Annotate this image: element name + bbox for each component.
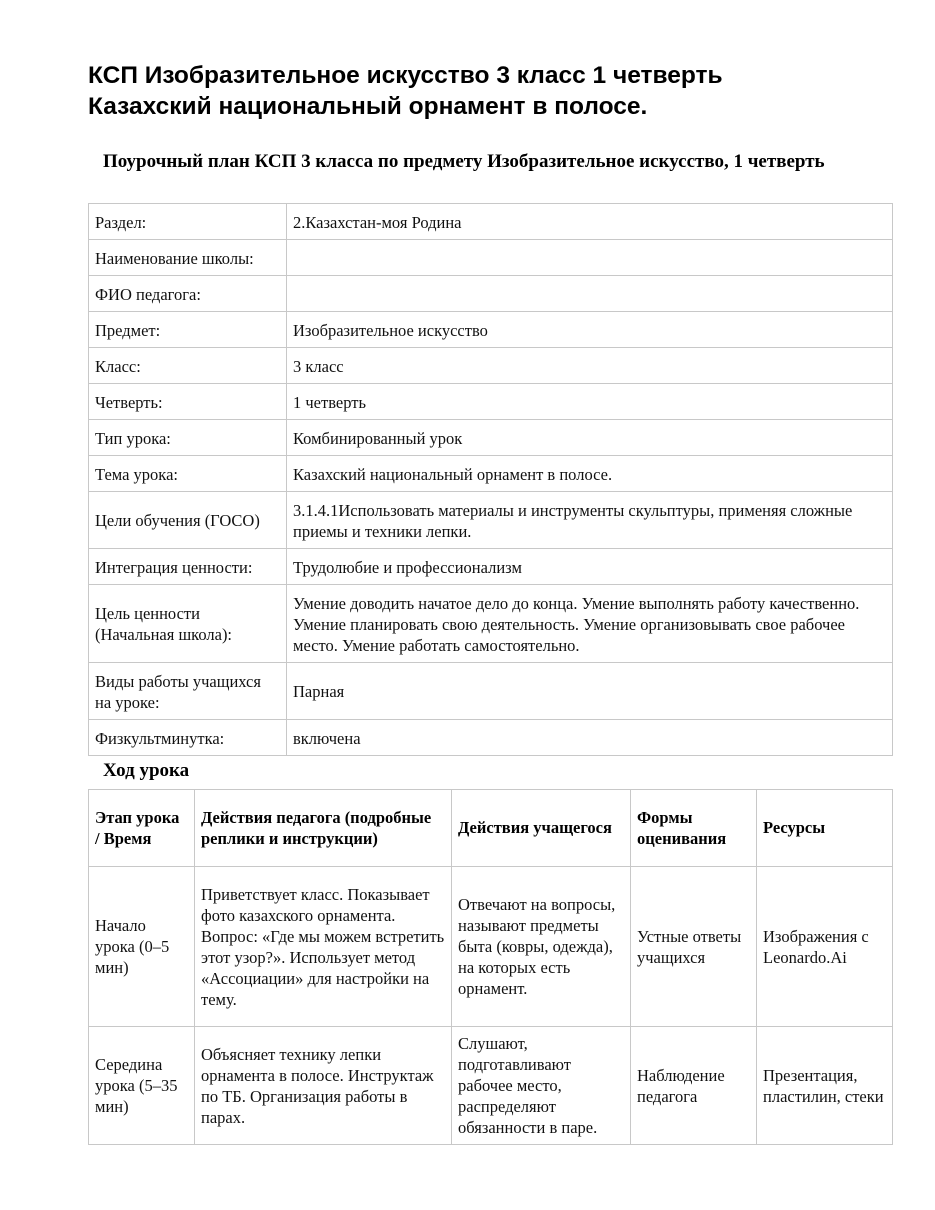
info-value: 2.Казахстан-моя Родина xyxy=(287,204,893,240)
resources-cell: Изображения с Leonardo.Ai xyxy=(757,867,893,1027)
info-row-subject xyxy=(89,312,893,348)
info-label: Физкультминутка: xyxy=(89,720,287,756)
page-title-line-2: Казахский национальный орнамент в полосе. xyxy=(88,93,648,120)
info-label: Тип урока: xyxy=(89,420,287,456)
info-value: 3 класс xyxy=(287,348,893,384)
stage-cell: Середина урока (5–35 мин) xyxy=(89,1027,195,1145)
info-value: 1 четверть xyxy=(287,384,893,420)
student-actions-cell: Отвечают на вопросы, называют предметы быта (ковры, одежда), на которых есть орнамент. xyxy=(452,867,631,1027)
info-row-work-types xyxy=(89,663,893,720)
info-row-physical-break xyxy=(89,720,893,756)
info-label: Класс: xyxy=(89,348,287,384)
assessment-cell: Наблюдение педагога xyxy=(631,1027,757,1145)
page-title-line-1: КСП Изобразительное искусство 3 класс 1 четверть xyxy=(88,62,723,89)
info-label: Тема урока: xyxy=(89,456,287,492)
header-assessment: Формы оценивания xyxy=(631,790,757,867)
info-value xyxy=(287,240,893,276)
header-teacher-actions: Действия педагога (подробные реплики и инструкции) xyxy=(195,790,452,867)
info-label: Наименование школы: xyxy=(89,240,287,276)
info-label: Интеграция ценности: xyxy=(89,549,287,585)
page-title xyxy=(88,60,888,122)
assessment-cell: Устные ответы учащихся xyxy=(631,867,757,1027)
resources-cell: Презентация, пластилин, стеки xyxy=(757,1027,893,1145)
info-row-learning-goals xyxy=(89,492,893,549)
table-row xyxy=(89,1027,893,1145)
info-row-value-goal xyxy=(89,585,893,663)
plan-heading: Поурочный план КСП 3 класса по предмету Изобразительное искусство, 1 четверть xyxy=(103,151,825,172)
header-stage: Этап урока / Время xyxy=(89,790,195,867)
info-row-teacher xyxy=(89,276,893,312)
info-value: Трудолюбие и профессионализм xyxy=(287,549,893,585)
info-label: Раздел: xyxy=(89,204,287,240)
table-row xyxy=(89,867,893,1027)
info-row-lesson-topic xyxy=(89,456,893,492)
teacher-actions-cell: Приветствует класс. Показывает фото казахского орнамента. Вопрос: «Где мы можем встретить этот узор?». Использует метод «Ассоциации» для настройки на тему. xyxy=(195,867,452,1027)
info-value: Умение доводить начатое дело до конца. Умение выполнять работу качественно. Умение планировать свою деятельность. Умение организовывать свое рабочее место. Умение работать самостоятельно. xyxy=(287,585,893,663)
lesson-flow-table xyxy=(88,789,893,1145)
info-label: Четверть: xyxy=(89,384,287,420)
info-label: Цели обучения (ГОСО) xyxy=(89,492,287,549)
info-label: Виды работы учащихся на уроке: xyxy=(89,663,287,720)
info-row-school xyxy=(89,240,893,276)
info-label: Предмет: xyxy=(89,312,287,348)
info-label: ФИО педагога: xyxy=(89,276,287,312)
stage-cell: Начало урока (0–5 мин) xyxy=(89,867,195,1027)
teacher-actions-cell: Объясняет технику лепки орнамента в полосе. Инструктаж по ТБ. Организация работы в парах. xyxy=(195,1027,452,1145)
info-value: 3.1.4.1Использовать материалы и инструменты скульптуры, применяя сложные приемы и техники лепки. xyxy=(287,492,893,549)
lesson-flow-heading: Ход урока xyxy=(103,760,190,781)
info-label: Цель ценности (Начальная школа): xyxy=(89,585,287,663)
info-row-grade xyxy=(89,348,893,384)
info-value xyxy=(287,276,893,312)
student-actions-cell: Слушают, подготавливают рабочее место, распределяют обязанности в паре. xyxy=(452,1027,631,1145)
info-value: Парная xyxy=(287,663,893,720)
lesson-info-table xyxy=(88,203,893,756)
header-resources: Ресурсы xyxy=(757,790,893,867)
info-value: включена xyxy=(287,720,893,756)
info-value: Изобразительное искусство xyxy=(287,312,893,348)
info-row-quarter xyxy=(89,384,893,420)
info-value: Казахский национальный орнамент в полосе. xyxy=(287,456,893,492)
info-row-lesson-type xyxy=(89,420,893,456)
info-row-section xyxy=(89,204,893,240)
header-student-actions: Действия учащегося xyxy=(452,790,631,867)
lesson-table-header-row xyxy=(89,790,893,867)
info-value: Комбинированный урок xyxy=(287,420,893,456)
info-row-value-integration xyxy=(89,549,893,585)
